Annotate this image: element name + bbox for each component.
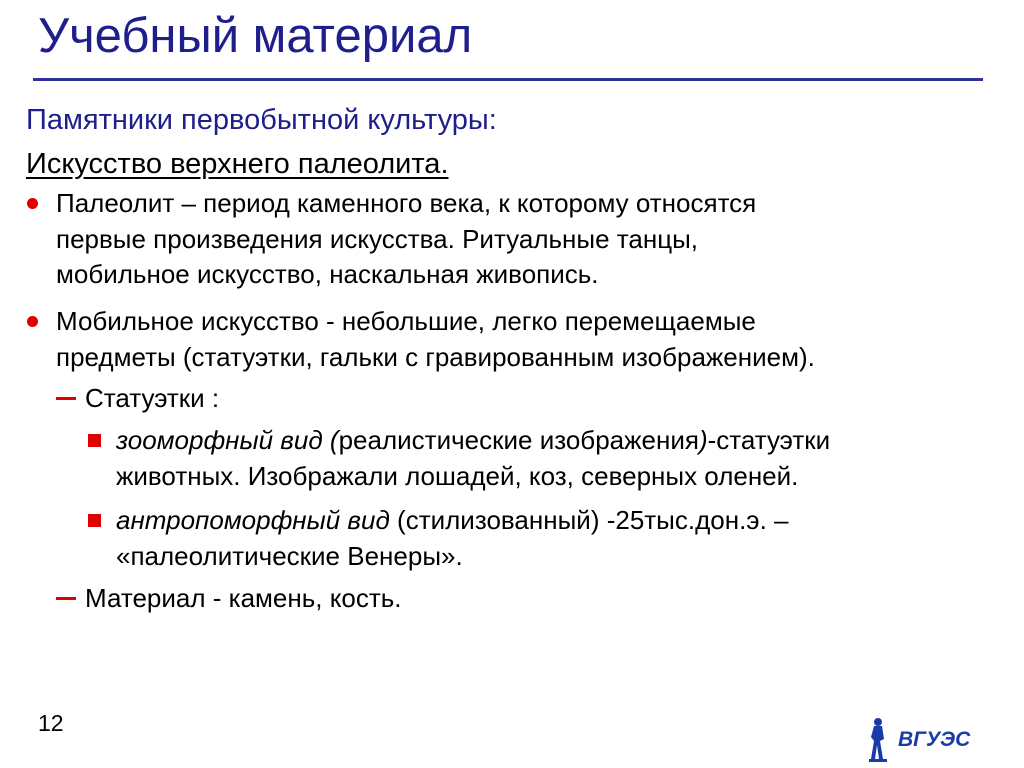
bullet-line: Мобильное искусство - небольшие, легко перемещаемые (56, 306, 756, 336)
square-item-zoomorphic (116, 423, 830, 494)
dash-icon (56, 397, 76, 400)
page-number: 12 (38, 710, 64, 736)
bullet-line: предметы (статуэтки, гальки с гравированным изображением). (56, 341, 815, 372)
bullet-line: мобильное искусство, наскальная живопись. (56, 259, 599, 289)
square-bullet-icon (88, 514, 101, 527)
square-bullet-icon (88, 434, 101, 447)
slide-subtitle: Памятники первобытной культуры: (26, 104, 497, 136)
item-line: «палеолитические Венеры». (116, 540, 463, 571)
item-line: животных. Изображали лошадей, коз, северных оленей. (116, 460, 799, 491)
university-logo (866, 715, 986, 765)
text-segment: (стилизованный) -25тыс.дон.э. – (389, 505, 789, 535)
bullet-paleolith (56, 186, 756, 293)
section-heading: Искусство верхнего палеолита. (26, 148, 449, 180)
square-item-anthropomorphic (116, 503, 788, 574)
bullet-mobile-art (56, 304, 815, 375)
logo-text: ВГУЭС (898, 728, 971, 751)
text-segment: реалистические изображения (338, 425, 699, 455)
term-anthropomorphic: антропоморфный вид (116, 505, 390, 535)
bullet-line: первые произведения искусства. Ритуальные танцы, (56, 223, 699, 254)
bullet-line: Палеолит – период каменного века, к которому относятся (56, 188, 757, 218)
bullet-dot-icon (27, 316, 38, 327)
text-segment: -статуэтки (707, 425, 831, 455)
bullet-dot-icon (27, 198, 38, 209)
title-divider (33, 78, 983, 81)
sub-item-material: Материал - камень, кость. (85, 583, 402, 613)
dash-icon (56, 597, 76, 600)
text-segment: ) (698, 425, 708, 455)
term-zoomorphic: зооморфный вид ( (116, 425, 339, 455)
sub-item-statuettes: Статуэтки : (85, 383, 220, 413)
slide-title: Учебный материал (38, 9, 473, 63)
